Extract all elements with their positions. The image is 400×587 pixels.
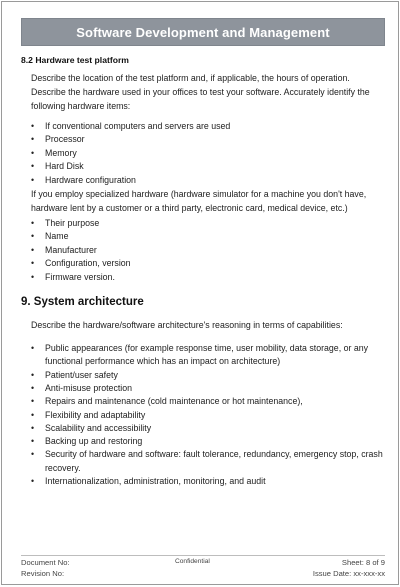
section-9-heading: 9. System architecture [21,296,144,309]
bullet-icon: • [31,147,35,158]
bullet-icon: • [31,476,35,487]
list-item: • Internationalization, administration, monitoring, and audit [31,475,385,488]
list-item: • Memory [31,147,385,160]
bullet-icon: • [31,382,35,393]
architecture-capabilities-list [21,342,385,488]
sheet-number: Sheet: 8 of 9 [341,558,385,567]
document-body [21,55,385,488]
footer-row-1 [21,556,385,567]
bullet-icon: • [31,436,35,447]
bullet-icon: • [31,218,35,229]
document-page [1,1,399,585]
bullet-icon: • [31,174,35,185]
list-item: • Their purpose [31,217,385,230]
bullet-icon: • [31,396,35,407]
list-item: • Patient/user safety [31,369,385,382]
list-item: • Processor [31,133,385,146]
bullet-icon: • [31,409,35,420]
page-footer [21,555,385,578]
bullet-icon: • [31,161,35,172]
revision-number-label: Revision No: [21,569,65,578]
document-title-banner [21,18,385,46]
hardware-items-list [21,120,385,187]
list-item: • Manufacturer [31,244,385,257]
specialized-hardware-text: If you employ specialized hardware (hardware simulator for a machine you don't have, hardware lent by a customer or a third party, electronic card, medical device, etc.) [31,189,367,214]
section-8-2-heading: 8.2 Hardware test platform [21,55,129,65]
list-item: • Public appearances (for example response time, user mobility, data storage, or any functional performance which has an impact on architecture) [31,343,369,367]
specialized-items-list [21,217,385,284]
bullet-icon: • [31,422,35,433]
list-item: • Name [31,230,385,243]
bullet-icon: • [31,121,35,131]
list-item: • Backing up and restoring [31,435,385,448]
list-item: • Security of hardware and software: fault tolerance, redundancy, emergency stop, crash recovery. [31,449,383,473]
list-item: • Repairs and maintenance (cold maintenance or hot maintenance), [31,395,385,408]
section-9-intro: Describe the hardware/software architecture's reasoning in terms of capabilities: [31,320,343,331]
section-8-2-intro: Describe the location of the test platform and, if applicable, the hours of operation. Describe the hardware used in your offices to test your software. Accurately identify the following hardware items: [31,73,370,111]
bullet-icon: • [31,271,35,282]
list-item: • Configuration, version [31,257,385,270]
bullet-icon: • [31,449,35,460]
confidential-label: Confidential [175,558,210,565]
list-item: • Hardware configuration [31,174,385,187]
bullet-icon: • [31,343,35,354]
bullet-icon: • [31,258,35,269]
list-item: • Scalability and accessibility [31,422,385,435]
list-item: • Firmware version. [31,271,385,284]
issue-date: Issue Date: xx-xxx-xx [312,569,385,578]
bullet-icon: • [31,134,35,145]
list-item: • Flexibility and adaptability [31,409,385,422]
list-item: • Hard Disk [31,160,385,173]
list-item: • If conventional computers and servers are used [31,120,385,133]
bullet-icon: • [31,244,35,255]
document-number-label: Document No: [21,558,70,567]
document-title: Software Development and Management [76,24,330,40]
list-item: • Anti-misuse protection [31,382,385,395]
footer-row-2 [21,567,385,578]
bullet-icon: • [31,369,35,380]
bullet-icon: • [31,231,35,242]
